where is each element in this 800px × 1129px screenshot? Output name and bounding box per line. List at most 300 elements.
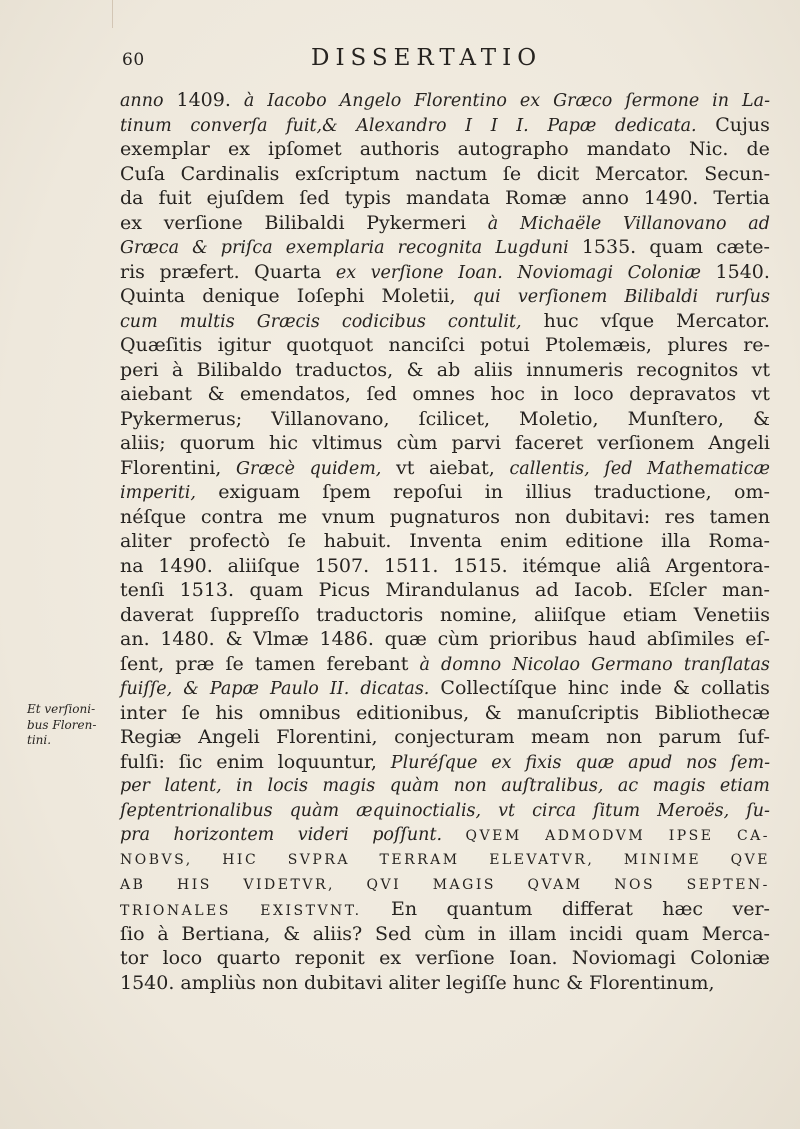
word: repoſui bbox=[393, 481, 463, 504]
word: verſione bbox=[163, 211, 243, 234]
word: ſem- bbox=[730, 752, 770, 773]
word: Mercator. bbox=[594, 162, 689, 185]
word: Græca bbox=[120, 238, 180, 259]
word: ex bbox=[120, 211, 142, 234]
word: differat bbox=[561, 898, 633, 921]
word: contra bbox=[200, 505, 264, 528]
word: mandata bbox=[406, 187, 491, 210]
word: verſionem bbox=[597, 432, 695, 455]
word: quàm bbox=[289, 800, 340, 821]
word: I bbox=[490, 115, 498, 136]
word: quorum bbox=[179, 432, 255, 455]
word: ver- bbox=[732, 898, 770, 921]
word: Mercator. bbox=[676, 309, 770, 332]
word: I. bbox=[516, 115, 529, 136]
word: Iacob. bbox=[574, 579, 634, 602]
word: tamen bbox=[254, 652, 316, 675]
word: traductoris bbox=[316, 603, 424, 626]
word: recognita bbox=[397, 238, 483, 259]
word: ſe bbox=[181, 701, 200, 724]
word: Lugduni bbox=[495, 238, 569, 259]
word: & bbox=[207, 383, 225, 406]
word: igitur bbox=[217, 334, 271, 357]
text-line bbox=[120, 529, 770, 554]
word: in bbox=[712, 91, 730, 111]
word: codicibus bbox=[341, 311, 426, 332]
word: aliis; bbox=[120, 432, 166, 455]
word: faceret bbox=[514, 432, 584, 455]
word: ſuppreſſo bbox=[210, 603, 300, 626]
word: NOBVS, bbox=[120, 851, 193, 868]
word: ſcilicet, bbox=[418, 407, 491, 430]
word: legiſſe bbox=[445, 971, 507, 994]
word: Eſcler bbox=[648, 579, 707, 602]
text-line bbox=[120, 946, 770, 971]
word: loco bbox=[162, 947, 203, 970]
margin-note bbox=[27, 702, 119, 749]
word: hunc bbox=[512, 971, 561, 994]
word: Quinta bbox=[120, 285, 186, 308]
word: Quæſitis bbox=[120, 334, 203, 357]
word: Venetiis bbox=[693, 603, 770, 626]
word: quotquot bbox=[286, 334, 374, 357]
word: ex bbox=[491, 752, 512, 773]
word: à bbox=[487, 213, 499, 234]
word: Secun- bbox=[704, 162, 770, 185]
word: anno bbox=[120, 91, 164, 111]
word: & bbox=[484, 701, 502, 724]
word: ex bbox=[227, 138, 250, 161]
word: & bbox=[406, 358, 424, 381]
word: Florentini, bbox=[120, 456, 222, 479]
word: exemplaria bbox=[285, 238, 385, 259]
text-line bbox=[120, 480, 770, 505]
text-line bbox=[120, 823, 770, 848]
word: 1486. bbox=[319, 628, 374, 651]
word: enim bbox=[216, 750, 264, 773]
word: converſa bbox=[190, 115, 268, 136]
word: 1409. bbox=[176, 89, 231, 111]
word: Germano bbox=[591, 654, 673, 675]
body-text bbox=[120, 88, 770, 995]
word: QVE bbox=[730, 851, 770, 868]
word: hic bbox=[269, 432, 298, 455]
word: domno bbox=[441, 654, 502, 675]
text-line bbox=[120, 382, 770, 407]
word: circa bbox=[532, 800, 577, 821]
word: in bbox=[540, 383, 559, 406]
text-line bbox=[120, 137, 770, 162]
word: Roma- bbox=[708, 530, 770, 553]
word: dedicata. bbox=[615, 115, 697, 136]
word: Ioan. bbox=[508, 947, 558, 970]
text-line bbox=[120, 603, 770, 628]
text-line bbox=[120, 652, 770, 677]
word: ſe bbox=[225, 652, 244, 675]
margin-note-line: Et verſioni- bbox=[27, 702, 96, 716]
word: per bbox=[120, 776, 150, 797]
word: 1540. bbox=[715, 260, 770, 283]
word: mandato bbox=[586, 138, 671, 161]
word: aiebat, bbox=[429, 456, 495, 479]
word: ſeptentrionalibus bbox=[120, 800, 273, 821]
word: quæ bbox=[384, 628, 427, 651]
word: recognitos bbox=[636, 358, 739, 381]
word: videri bbox=[297, 825, 349, 846]
word: VIDETVR, bbox=[243, 876, 335, 893]
text-line bbox=[120, 260, 770, 285]
word: vnum bbox=[321, 505, 376, 528]
text-line bbox=[120, 774, 770, 799]
word: Bertiana, bbox=[181, 922, 271, 945]
text-line bbox=[120, 309, 770, 334]
word: ad bbox=[535, 579, 559, 602]
word: SEPTEN- bbox=[686, 876, 770, 893]
word: in bbox=[477, 922, 497, 945]
word: Florentino bbox=[414, 91, 507, 111]
word: ris bbox=[120, 260, 145, 283]
word: auſtralibus, bbox=[501, 776, 604, 797]
word: & bbox=[225, 628, 243, 651]
word: exiguam bbox=[218, 481, 300, 504]
word: néſque bbox=[120, 505, 187, 528]
word: pugnaturos bbox=[389, 505, 501, 528]
word: quam bbox=[635, 922, 690, 945]
word: aiebant bbox=[120, 383, 193, 406]
word: plures bbox=[667, 334, 728, 357]
word: Collectíſque bbox=[440, 677, 557, 700]
word: Bilibaldi bbox=[264, 211, 345, 234]
word: re- bbox=[743, 334, 770, 357]
word: contulit, bbox=[447, 311, 522, 332]
word: depravatos bbox=[629, 383, 737, 406]
word: & bbox=[183, 679, 199, 700]
word: Cujus bbox=[715, 113, 770, 136]
word: præ bbox=[175, 652, 215, 675]
word: hæc bbox=[662, 898, 704, 921]
text-line bbox=[120, 971, 770, 996]
word: Pykermeri bbox=[366, 211, 467, 234]
word: QVI bbox=[366, 876, 402, 893]
word: me bbox=[277, 505, 308, 528]
word: Noviomagi bbox=[517, 262, 614, 283]
word: tenſi bbox=[120, 579, 165, 602]
word: typis bbox=[344, 187, 392, 210]
word: magis bbox=[322, 776, 376, 797]
word: rurſus bbox=[715, 287, 770, 308]
word: Græcis bbox=[256, 311, 320, 332]
word: dicatas. bbox=[360, 679, 430, 700]
word: Bilibaldo bbox=[196, 358, 282, 381]
word: Villanovano bbox=[623, 213, 727, 234]
word: inter bbox=[120, 701, 167, 724]
word: vt bbox=[751, 358, 770, 381]
word: aliiſque bbox=[227, 554, 300, 577]
word: Quarta bbox=[254, 260, 322, 283]
word: prioribus bbox=[489, 628, 578, 651]
word: La- bbox=[742, 91, 770, 111]
word: ſent, bbox=[120, 652, 165, 675]
text-line bbox=[120, 922, 770, 947]
paper-mark bbox=[112, 0, 127, 28]
word: magis bbox=[652, 776, 706, 797]
word: daverat bbox=[120, 603, 194, 626]
word: meam bbox=[530, 726, 590, 749]
text-line bbox=[120, 235, 770, 260]
word: Florentinum, bbox=[589, 971, 715, 994]
word: ſic bbox=[178, 750, 203, 773]
word: ex bbox=[335, 262, 357, 283]
word: om- bbox=[734, 481, 770, 504]
word: qui bbox=[472, 287, 501, 308]
text-line bbox=[120, 505, 770, 530]
word: vt bbox=[396, 456, 415, 479]
word: AB bbox=[120, 876, 146, 893]
word: Meroës, bbox=[657, 800, 730, 821]
word: Paulo bbox=[270, 679, 319, 700]
word: fulſi: bbox=[120, 750, 165, 773]
word: dubitavi bbox=[303, 971, 383, 994]
word: illa bbox=[661, 530, 691, 553]
word: an. bbox=[120, 628, 150, 651]
word: hoc bbox=[490, 383, 525, 406]
word: Florentini, bbox=[276, 726, 378, 749]
word: editionibus, bbox=[356, 701, 470, 724]
word: ſed bbox=[299, 187, 330, 210]
word: Argentora- bbox=[665, 554, 770, 577]
word: priſca bbox=[220, 238, 273, 259]
word: TRIONALES bbox=[120, 903, 231, 920]
word: verſione bbox=[415, 947, 495, 970]
word: Sed bbox=[375, 922, 412, 945]
word: ſed bbox=[604, 458, 633, 479]
word: ſe bbox=[287, 530, 306, 553]
word: imperiti, bbox=[120, 483, 196, 504]
word: loquuntur, bbox=[277, 750, 377, 773]
word: ſermone bbox=[625, 91, 700, 111]
word: quam bbox=[249, 579, 304, 602]
word: & bbox=[192, 238, 208, 259]
text-line bbox=[120, 701, 770, 726]
word: man- bbox=[721, 579, 770, 602]
text-line bbox=[120, 431, 770, 456]
word: ac bbox=[617, 776, 639, 797]
word: vltimus bbox=[312, 432, 383, 455]
word: omnibus bbox=[258, 701, 341, 724]
text-line bbox=[120, 848, 770, 873]
word: Bilibaldi bbox=[624, 287, 699, 308]
word: Alexandro bbox=[356, 115, 447, 136]
word: Mirandulanus bbox=[385, 579, 520, 602]
word: apud bbox=[628, 752, 673, 773]
margin-note-line: tini. bbox=[27, 733, 52, 747]
word: etiam bbox=[719, 776, 770, 797]
word: callentis, bbox=[509, 458, 590, 479]
word: Græcè bbox=[235, 458, 295, 479]
word: anno bbox=[581, 187, 629, 210]
word: non bbox=[606, 726, 643, 749]
word: & bbox=[672, 677, 690, 700]
word: aliter bbox=[120, 530, 172, 553]
word: ferebant bbox=[326, 652, 409, 675]
text-line bbox=[120, 456, 770, 481]
word: Coloniæ bbox=[690, 947, 770, 970]
word: ab bbox=[436, 358, 461, 381]
word: Picus bbox=[318, 579, 371, 602]
text-line bbox=[120, 211, 770, 236]
text-line bbox=[120, 799, 770, 824]
word: non bbox=[262, 971, 298, 994]
word: verſionem bbox=[517, 287, 608, 308]
word: res bbox=[664, 505, 695, 528]
word: potui bbox=[480, 334, 530, 357]
page-number: 60 bbox=[122, 50, 145, 70]
text-line bbox=[120, 578, 770, 603]
word: quæ bbox=[575, 752, 615, 773]
word: cum bbox=[120, 311, 158, 332]
word: 1511. bbox=[384, 554, 439, 577]
word: manuſcriptis bbox=[516, 701, 640, 724]
text-line bbox=[120, 162, 770, 187]
word: Mathematicæ bbox=[647, 458, 770, 479]
word: & bbox=[283, 922, 300, 945]
word: 1480. bbox=[160, 628, 215, 651]
word: denique bbox=[202, 285, 280, 308]
word: quantum bbox=[446, 898, 533, 921]
word: aliter bbox=[388, 971, 440, 994]
word: 1507. bbox=[314, 554, 370, 577]
word: horizontem bbox=[173, 825, 275, 846]
word: quàm bbox=[389, 776, 440, 797]
word: ad bbox=[748, 213, 770, 234]
word: HIC bbox=[222, 851, 259, 868]
word: nanciſci bbox=[388, 334, 465, 357]
word: emendatos, bbox=[239, 383, 351, 406]
word: autographo bbox=[457, 138, 569, 161]
word: Angeli bbox=[198, 726, 260, 749]
word: traductione, bbox=[593, 481, 712, 504]
word: ADMODVM bbox=[545, 828, 646, 845]
word: non bbox=[453, 776, 487, 797]
word: 1535. bbox=[581, 236, 637, 259]
word: verſione bbox=[370, 262, 444, 283]
word: abſimiles bbox=[646, 628, 735, 651]
word: multis bbox=[179, 311, 235, 332]
word: inde bbox=[620, 677, 662, 700]
word: Nicolao bbox=[512, 654, 581, 675]
word: parum bbox=[658, 726, 722, 749]
word: huc bbox=[543, 309, 579, 332]
margin-note-line: bus Floren- bbox=[27, 717, 97, 732]
word: IPSE bbox=[668, 828, 714, 845]
text-line bbox=[120, 627, 770, 652]
word: editione bbox=[565, 530, 644, 553]
word: non bbox=[514, 505, 551, 528]
word: his bbox=[215, 701, 244, 724]
word: vſque bbox=[600, 309, 655, 332]
word: & bbox=[753, 407, 770, 430]
word: cùm bbox=[396, 432, 438, 455]
word: tranſlatas bbox=[683, 654, 770, 675]
text-line bbox=[120, 897, 770, 922]
word: ELEVATVR, bbox=[489, 851, 595, 868]
text-line bbox=[120, 113, 770, 138]
word: aliiſque bbox=[533, 603, 607, 626]
word: Ioan. bbox=[458, 262, 503, 283]
word: enim bbox=[499, 530, 548, 553]
word: etiam bbox=[622, 603, 678, 626]
word: hinc bbox=[567, 677, 610, 700]
word: à bbox=[243, 91, 255, 111]
word: 1515. bbox=[453, 554, 508, 577]
word: pra bbox=[120, 825, 151, 846]
word: æquinoctialis, bbox=[356, 800, 482, 821]
running-head: DISSERTATIO bbox=[311, 45, 543, 71]
word: aliâ bbox=[615, 554, 651, 577]
word: à bbox=[171, 358, 184, 381]
word: præfert. bbox=[159, 260, 240, 283]
word: & bbox=[566, 971, 584, 994]
word: dicit bbox=[536, 162, 580, 185]
word: quam bbox=[649, 236, 704, 259]
word: haud bbox=[588, 628, 636, 651]
word: QVAM bbox=[527, 876, 583, 893]
word: Inventa bbox=[409, 530, 483, 553]
word: EXISTVNT. bbox=[260, 903, 362, 920]
word: Nic. bbox=[689, 138, 729, 161]
word: Ptolemæis, bbox=[545, 334, 652, 357]
word: aliis bbox=[473, 358, 513, 381]
word: exſcriptum bbox=[294, 162, 400, 185]
word: 1540. bbox=[120, 971, 175, 994]
word: vt bbox=[498, 800, 516, 821]
word: tinum bbox=[120, 115, 172, 136]
text-line bbox=[120, 554, 770, 579]
text-line bbox=[120, 284, 770, 309]
text-line bbox=[120, 186, 770, 211]
word: omnes bbox=[412, 383, 476, 406]
word: Pluréſque bbox=[390, 752, 478, 773]
word: Villanovano, bbox=[271, 407, 390, 430]
word: latent, bbox=[164, 776, 222, 797]
word: Moletio, bbox=[519, 407, 599, 430]
word: poſſunt. bbox=[372, 825, 443, 846]
word: ſu- bbox=[746, 800, 770, 821]
word: ipſomet bbox=[268, 138, 342, 161]
text-line bbox=[120, 88, 770, 113]
word: incidi bbox=[569, 922, 623, 945]
word: ſuf- bbox=[737, 726, 770, 749]
word: profectò bbox=[189, 530, 270, 553]
word: Coloniæ bbox=[627, 262, 701, 283]
word: Pykermerus; bbox=[120, 407, 243, 430]
text-line bbox=[120, 333, 770, 358]
word: vt bbox=[751, 383, 770, 406]
word: Moletii, bbox=[381, 285, 456, 308]
word: collatis bbox=[700, 677, 770, 700]
word: eſ- bbox=[745, 628, 770, 651]
word: na bbox=[120, 554, 144, 577]
word: quidem, bbox=[309, 458, 382, 479]
word: Romæ bbox=[505, 187, 567, 210]
word: nos bbox=[686, 752, 717, 773]
word: NOS bbox=[614, 876, 656, 893]
word: En bbox=[390, 898, 418, 921]
word: habuit. bbox=[323, 530, 392, 553]
word: fixis bbox=[525, 752, 562, 773]
word: HIS bbox=[176, 876, 212, 893]
word: ſpem bbox=[322, 481, 371, 504]
